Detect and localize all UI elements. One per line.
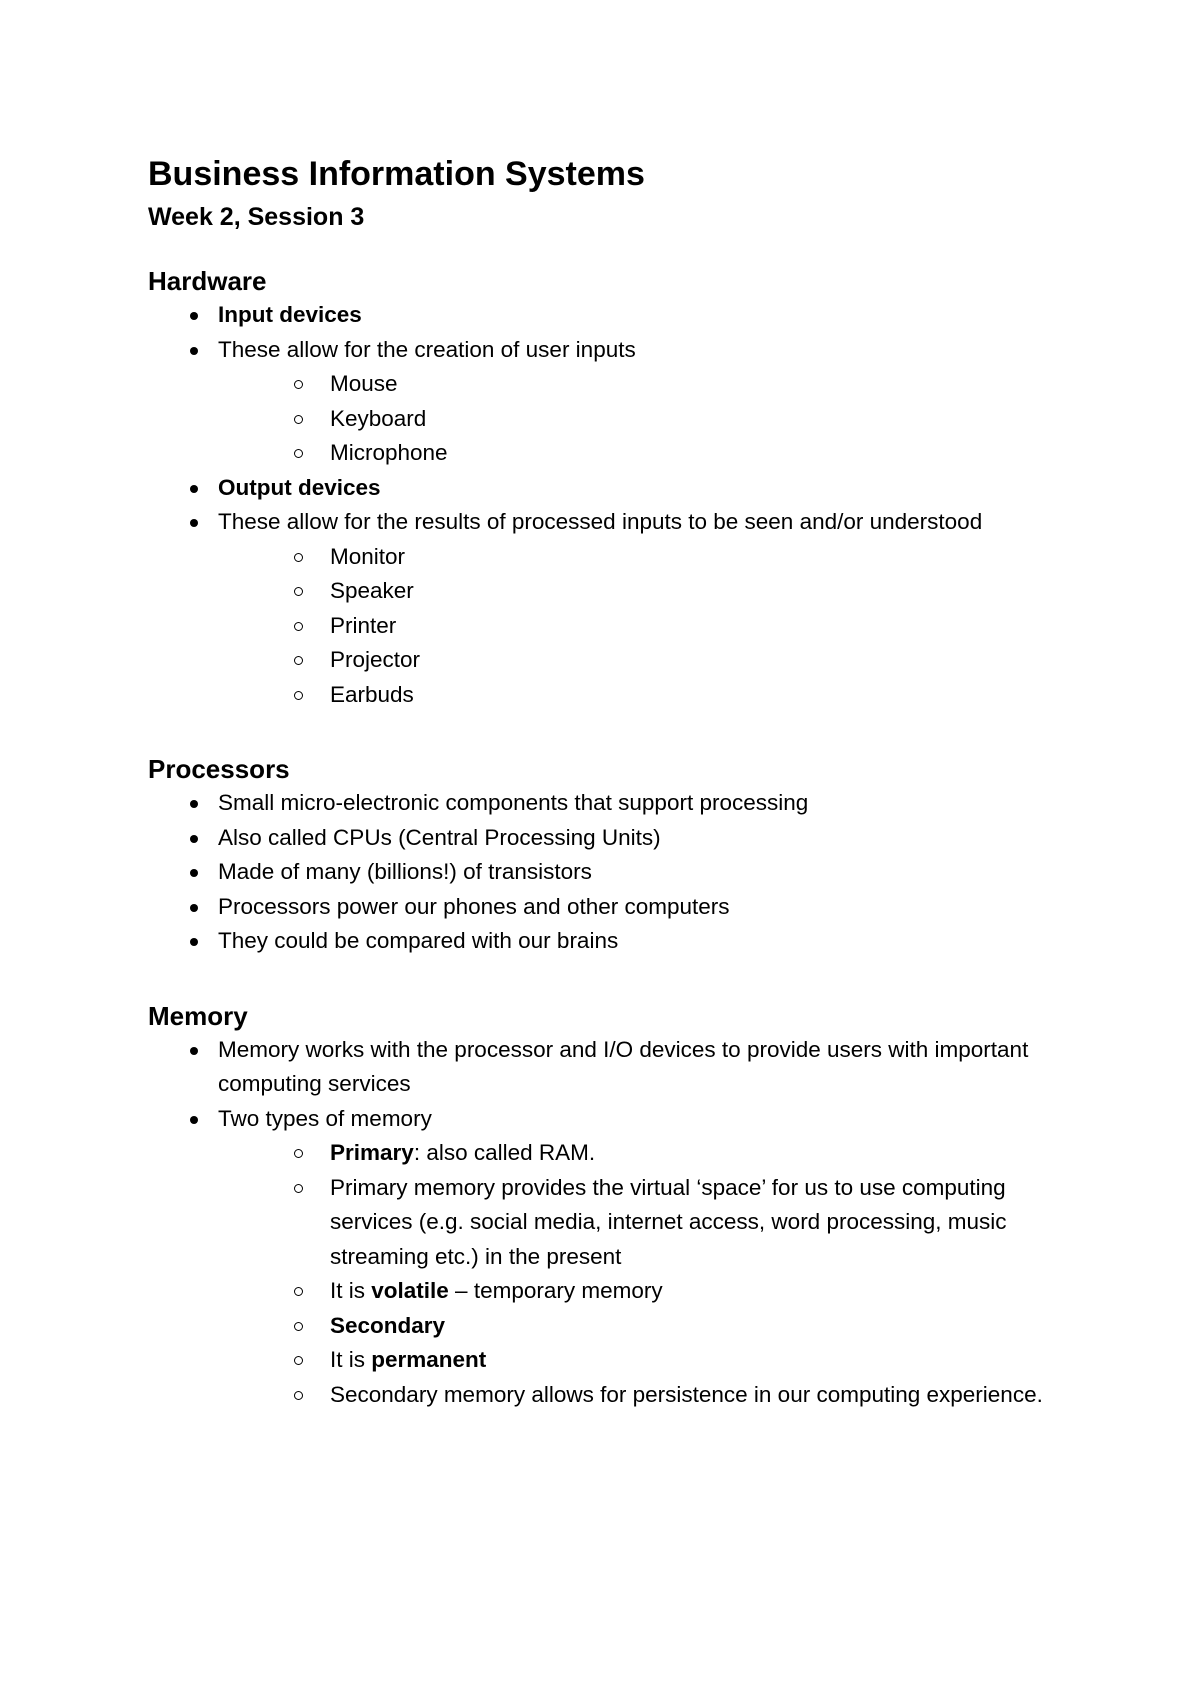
primary-rest: : also called RAM. [413,1140,596,1165]
document-subtitle: Week 2, Session 3 [148,203,365,231]
secondary-label: Secondary [330,1312,446,1338]
circle-bullet-icon [294,449,303,458]
sub-item-text: Printer [330,612,397,638]
list-item [148,1171,1088,1275]
primary-label: Primary [330,1140,414,1165]
list-item [148,890,1088,925]
list-item [148,855,1088,890]
bullet-text: Made of many (billions!) of transistors [218,859,592,884]
secondary-desc: Secondary memory allows for persistence in our computing experience. [330,1381,1043,1407]
permanent-pre: It is [330,1347,372,1372]
memory-section [148,999,1088,1413]
list-item [148,540,1088,575]
document-content [148,152,1088,1412]
bullet-icon [190,835,198,843]
hardware-section [148,264,1088,712]
list-item [148,1136,1088,1171]
sub-item-text: Earbuds [330,681,414,707]
volatile-post: – temporary memory [448,1278,663,1303]
circle-bullet-icon [294,622,303,631]
sub-item-text: Speaker [330,578,414,603]
bullet-icon [190,800,198,808]
circle-bullet-icon [294,1287,303,1296]
sub-item-text: Microphone [330,440,448,465]
bullet-icon [190,519,198,527]
bullet-icon [190,312,198,320]
bullet-icon [190,904,198,912]
circle-bullet-icon [294,553,303,562]
input-devices-desc: These allow for the creation of user inputs [218,336,636,362]
list-item [148,924,1088,959]
list-item [148,298,1088,333]
list-item [148,574,1088,609]
circle-bullet-icon [294,380,303,389]
volatile-word: volatile [371,1278,449,1303]
list-item [148,786,1088,821]
list-item [148,1378,1088,1413]
circle-bullet-icon [294,656,303,665]
circle-bullet-icon [294,691,303,700]
circle-bullet-icon [294,1184,303,1193]
list-item [148,609,1088,644]
bullet-icon [190,938,198,946]
list-item [148,471,1088,506]
list-item [148,821,1088,856]
bullet-icon [190,1047,198,1055]
sub-item-text: Mouse [330,371,398,396]
bullet-text: They could be compared with our brains [218,928,619,953]
permanent-word: permanent [371,1347,487,1372]
bullet-icon [190,347,198,355]
output-devices-desc: These allow for the results of processed inputs to be seen and/or understood [218,509,983,534]
bullet-icon [190,869,198,877]
list-item [148,643,1088,678]
hardware-heading: Hardware [148,266,267,296]
output-devices-label: Output devices [218,474,381,500]
circle-bullet-icon [294,1149,303,1158]
memory-heading: Memory [148,1000,248,1031]
list-item [148,1309,1088,1344]
bullet-text: Processors power our phones and other computers [218,893,730,919]
bullet-text: Also called CPUs (Central Processing Units) [218,824,661,850]
input-devices-sublist [148,367,1088,471]
list-item [148,1343,1088,1378]
list-item [148,1033,1088,1102]
circle-bullet-icon [294,1322,303,1331]
circle-bullet-icon [294,415,303,424]
input-devices-label: Input devices [218,302,362,327]
list-item [148,1274,1088,1309]
list-item [148,402,1088,437]
document-title: Business Information Systems [148,155,645,193]
processors-section [148,752,1088,959]
bullet-text: Two types of memory [218,1105,432,1131]
list-item [148,333,1088,471]
primary-desc: Primary memory provides the virtual ‘space’ for us to use computing services (e.g. social media, internet access, word processing, music streaming etc.) in the present [330,1174,1007,1269]
sub-item-text: Keyboard [330,405,427,431]
list-item [148,367,1088,402]
circle-bullet-icon [294,1391,303,1400]
output-devices-sublist [148,540,1088,713]
memory-types-sublist [148,1136,1088,1412]
bullet-icon [190,1116,198,1124]
memory-list [148,1033,1088,1413]
sub-item-text: Projector [330,647,421,672]
hardware-list [148,298,1088,712]
bullet-text: Memory works with the processor and I/O devices to provide users with important computing services [218,1036,1029,1096]
circle-bullet-icon [294,1356,303,1365]
processors-list [148,786,1088,959]
sub-item-text: Monitor [330,543,406,569]
list-item [148,1102,1088,1413]
circle-bullet-icon [294,587,303,596]
list-item [148,505,1088,712]
bullet-text: Small micro-electronic components that support processing [218,790,809,815]
volatile-pre: It is [330,1278,372,1303]
bullet-icon [190,485,198,493]
list-item [148,436,1088,471]
list-item [148,678,1088,713]
processors-heading: Processors [148,754,290,784]
